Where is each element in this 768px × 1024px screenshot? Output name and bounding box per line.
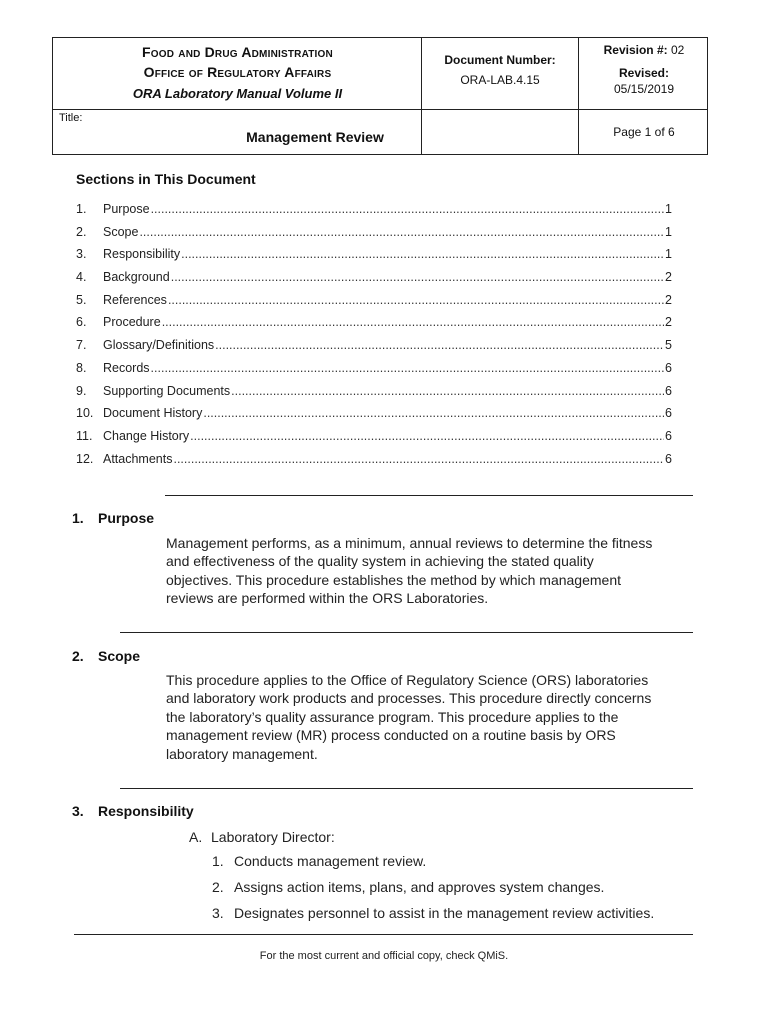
paragraph-line: and laboratory work products and processes. This procedure directly concerns (166, 690, 652, 707)
purpose-paragraph (166, 534, 696, 608)
toc-item-label: Records (103, 360, 150, 375)
document-title: Management Review (246, 129, 384, 145)
toc-item-number: 9. (76, 383, 87, 398)
toc-leader (190, 429, 664, 443)
toc-item-label: Procedure (103, 315, 161, 330)
paragraph-line: objectives. This procedure establishes the method by which management (166, 571, 621, 588)
list-item-number: 1. (212, 853, 224, 869)
toc-leader (151, 361, 665, 375)
toc-leader (151, 202, 664, 216)
paragraph-line: Management performs, as a minimum, annual reviews to determine the fitness (166, 535, 653, 551)
list-item: Conducts management review. (234, 853, 427, 869)
subsection-title: Laboratory Director: (211, 829, 335, 845)
toc-item[interactable] (76, 247, 672, 270)
revision-label: Revision #: (603, 43, 668, 57)
toc-item[interactable] (76, 293, 672, 316)
list-item-number: 2. (212, 879, 224, 895)
toc-item-label: Document History (103, 406, 203, 421)
page-number: Page 1 of 6 (613, 125, 675, 139)
toc-item-page: 1 (665, 247, 672, 262)
toc-item-label: Glossary/Definitions (103, 338, 215, 353)
toc-leader (203, 406, 664, 420)
toc-leader (231, 384, 664, 398)
toc-item-page: 1 (665, 224, 672, 239)
toc-item[interactable] (76, 429, 672, 452)
paragraph-line: management review (MR) process conducted on a routine basis by ORS (166, 727, 616, 744)
revised-label: Revised: (618, 66, 670, 80)
toc-item-number: 1. (76, 202, 87, 216)
paragraph-line: reviews are performed within the ORS Laboratories. (166, 590, 489, 607)
scope-paragraph (166, 671, 696, 763)
toc-item-number: 2. (76, 224, 87, 239)
toc-item-number: 5. (76, 292, 87, 307)
toc-item-page: 6 (665, 428, 672, 443)
toc-item[interactable] (76, 406, 672, 429)
title-label: Title: (59, 112, 83, 124)
toc-item-label: Purpose (103, 202, 150, 216)
section-title-purpose: Purpose (98, 510, 155, 526)
toc-item-label: Scope (103, 224, 139, 239)
toc-item-page: 6 (665, 451, 672, 466)
footer-divider (74, 934, 693, 935)
manual-name: ORA Laboratory Manual Volume II (132, 86, 343, 101)
toc-item[interactable] (76, 270, 672, 293)
list-item: Assigns action items, plans, and approves system changes. (234, 879, 605, 895)
section-divider (120, 632, 693, 633)
toc-item-label: Background (103, 270, 170, 285)
list-item-number: 3. (212, 905, 224, 921)
section-number: 1. (72, 510, 84, 526)
toc-item-label: Responsibility (103, 247, 181, 262)
toc-item-label: Attachments (103, 451, 173, 466)
section-divider (165, 495, 693, 496)
toc-item[interactable] (76, 315, 672, 338)
toc-item-page: 2 (665, 270, 672, 285)
toc-item-page: 2 (665, 292, 672, 307)
toc-item-number: 3. (76, 247, 87, 262)
section-number: 2. (72, 648, 84, 664)
toc-leader (171, 270, 664, 284)
paragraph-line: and effectiveness of the quality system in achieving the stated quality (166, 553, 594, 570)
toc-item-label: Supporting Documents (103, 383, 231, 398)
footer-note: For the most current and official copy, check QMiS. (259, 950, 509, 962)
toc-item[interactable] (76, 202, 672, 225)
paragraph-line: the laboratory’s quality assurance program. This procedure applies to the (166, 708, 619, 725)
revised-date: 05/15/2019 (613, 82, 675, 96)
subsection-label: A. (189, 829, 203, 845)
toc-leader (173, 452, 664, 466)
revision (579, 43, 709, 57)
toc-item[interactable] (76, 452, 672, 475)
toc-item-number: 12. (76, 451, 94, 466)
list-item: Designates personnel to assist in the management review activities. (234, 905, 655, 921)
toc-leader (162, 315, 664, 329)
toc-item-page: 2 (665, 315, 672, 330)
toc-item[interactable] (76, 225, 672, 248)
toc-list (76, 202, 672, 474)
toc-item-page: 5 (665, 338, 672, 353)
paragraph-line: laboratory management. (166, 745, 318, 762)
section-divider (120, 788, 693, 789)
paragraph-line: This procedure applies to the Office of Regulatory Science (ORS) laboratories (166, 672, 649, 688)
toc-item-page: 6 (665, 383, 672, 398)
toc-item-number: 6. (76, 315, 87, 330)
office-name: Office of Regulatory Affairs (143, 64, 332, 80)
toc-item-number: 11. (76, 428, 93, 443)
toc-item[interactable] (76, 384, 672, 407)
doc-number: ORA-LAB.4.15 (460, 73, 540, 87)
document-header (52, 37, 708, 155)
toc-leader (215, 338, 664, 352)
toc-item-number: 7. (76, 338, 87, 353)
toc-leader (139, 225, 664, 239)
toc-item-label: Change History (103, 428, 190, 443)
toc-item-page: 6 (665, 360, 672, 375)
toc-item-label: References (103, 292, 167, 307)
toc-leader (168, 293, 664, 307)
header-divider (53, 109, 707, 110)
toc-leader (181, 247, 664, 261)
section-title-scope: Scope (98, 648, 141, 664)
toc-item[interactable] (76, 338, 672, 361)
org-name: Food and Drug Administration (142, 44, 333, 60)
toc-item-number: 10. (76, 406, 94, 421)
toc-item[interactable] (76, 361, 672, 384)
toc-item-number: 4. (76, 270, 87, 285)
doc-number-label: Document Number: (444, 53, 556, 67)
toc-item-page: 1 (665, 202, 672, 216)
section-number: 3. (72, 803, 84, 819)
toc-heading: Sections in This Document (76, 171, 256, 187)
revision-number: 02 (671, 43, 685, 57)
section-title-responsibility: Responsibility (98, 803, 194, 819)
toc-item-page: 6 (665, 406, 672, 421)
toc-item-number: 8. (76, 360, 87, 375)
